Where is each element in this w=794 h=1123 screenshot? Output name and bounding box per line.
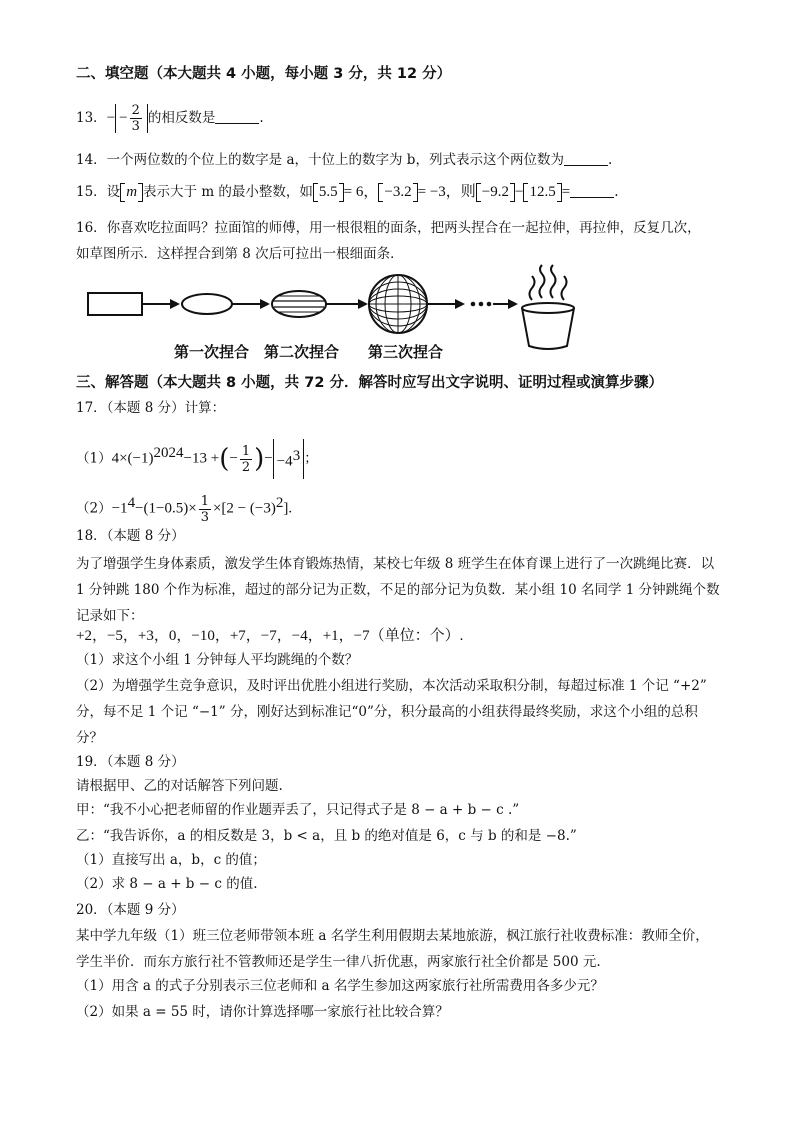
question-17-part-2: $(2)-1^4-(1-0.5)\times$ $\frac{1}{3}$ $\times[2 - (-3)^2]$. [76, 493, 293, 525]
question-20-head: 20．（本题 9 分） [76, 902, 185, 918]
question-18-part-1: （1）求这个小组 1 分钟每人平均跳绳的个数？ [76, 652, 359, 668]
arrow-2-head [260, 299, 270, 309]
answer-blank [215, 109, 259, 124]
question-14: 14．一个两位数的个位上的数字是 a，十位上的数字为 b，列式表示这个两位数为 . [76, 152, 613, 168]
question-18-text-3: 记录如下： [76, 608, 144, 624]
section-title-fill-in: 二、填空题（本大题共 4 小题，每小题 3 分，共 12 分） [76, 66, 452, 82]
question-15: 15．设 m 表示大于 m 的最小整数，如 5.5 = 6， −3.2 = −3，则 −9.2 − 12.5 = . [76, 184, 619, 200]
question-20-part-2: （2）如果 a = 55 时，请你计算选择哪一家旅行社比较合算？ [76, 1004, 449, 1020]
arrow-3-head [358, 299, 368, 309]
question-13: 13．− − $\frac{2}{3}$ 的相反数是 . [76, 103, 264, 134]
question-18-part-2-line-1: （2）为增强学生竞争意识，及时评出优胜小组进行奖励，本次活动采取积分制，每超过标准 1 个记 “+2” [76, 678, 707, 694]
question-18-part-2-line-2: 分，每不足 1 个记 “−1” 分，刚好达到标准记“0”分，积分最高的小组获得最终奖励，求这个小组的总积 [76, 704, 698, 720]
fraction: $\frac{1}{3}$ [200, 493, 209, 525]
question-20-text-1: 某中学九年级（1）班三位老师带领本班 a 名学生利用假期去某地旅游，枫江旅行社收费标准：教师全价， [76, 928, 709, 944]
question-19-part-1: （1）直接写出 a，b，c 的值； [76, 852, 266, 868]
absolute-value: $-4^3$ [273, 439, 304, 479]
question-18-data: +2，−5，+3，0，−10，+7，−7，−4，+1，−7（单位：个）. [76, 628, 464, 644]
question-18-text-2: 1 分钟跳 180 个作为标准，超过的部分记为正数，不足的部分记为负数．某小组 10 名同学 1 分钟跳绳个数 [76, 582, 720, 598]
arrow-5-head [508, 299, 518, 309]
question-16-line-2: 如草图所示．这样捏合到第 8 次后可拉出一根细面条． [76, 246, 404, 262]
question-19-text-1: 请根据甲、乙的对话解答下列问题. [76, 778, 283, 794]
question-17-part-1: $(1)4\times(-1)^{2024}-13$ +(− $\frac{1}{2}$ )− $-4^3$ ； [76, 436, 318, 479]
question-20-text-2: 学生半价．而东方旅行社不管教师还是学生一律八折优惠，两家旅行社全价都是 500 元. [76, 954, 601, 970]
question-19-head: 19．（本题 8 分） [76, 754, 185, 770]
thick-noodle-rect [88, 293, 142, 315]
label-third-pinch: 第三次捏合 [368, 343, 444, 361]
noodle-first-pinch [182, 294, 232, 314]
noodle-diagram [80, 264, 600, 364]
absolute-value: − $\frac{2}{3}$ [115, 104, 148, 133]
question-20-part-1: （1）用含 a 的式子分别表示三位老师和 a 名学生参加这两家旅行社所需费用各多少元？ [76, 978, 604, 994]
noodle-bowl-icon [522, 265, 574, 349]
fraction: $\frac{1}{2}$ [241, 443, 251, 475]
question-17-head: 17．（本题 8 分）计算： [76, 400, 226, 416]
fraction: $\frac{2}{3}$ [131, 103, 140, 134]
label-second-pinch: 第二次捏合 [264, 343, 340, 361]
label-first-pinch: 第一次捏合 [174, 343, 250, 361]
question-18-head: 18．（本题 8 分） [76, 528, 185, 544]
question-18-text-1: 为了增强学生身体素质，激发学生体育锻炼热情，某校七年级 8 班学生在体育课上进行了一次跳绳比赛．以 [76, 556, 715, 572]
question-19-part-2: （2）求 8 − a + b − c 的值. [76, 876, 258, 892]
answer-blank [570, 183, 614, 198]
question-18-part-2-line-3: 分？ [76, 730, 103, 746]
arrow-1-head [170, 299, 180, 309]
question-16-line-1: 16．你喜欢吃拉面吗？拉面馆的师傅，用一根很粗的面条，把两头捏合在一起拉伸，再拉伸，反复几次， [76, 220, 701, 236]
question-19-text-3: 乙：“我告诉你，a 的相反数是 3，b < a，且 b 的绝对值是 6，c 与 b 的和是 −8.” [76, 828, 577, 844]
section-title-solutions: 三、解答题（本大题共 8 小题，共 72 分．解答时应写出文字说明、证明过程或演算步骤） [76, 375, 663, 391]
answer-blank [564, 151, 608, 166]
arrow-4-head [455, 299, 465, 309]
noodle-second-pinch [272, 291, 326, 317]
question-19-text-2: 甲：“我不小心把老师留的作业题弄丢了，只记得式子是 8 − a + b − c .” [76, 802, 520, 818]
